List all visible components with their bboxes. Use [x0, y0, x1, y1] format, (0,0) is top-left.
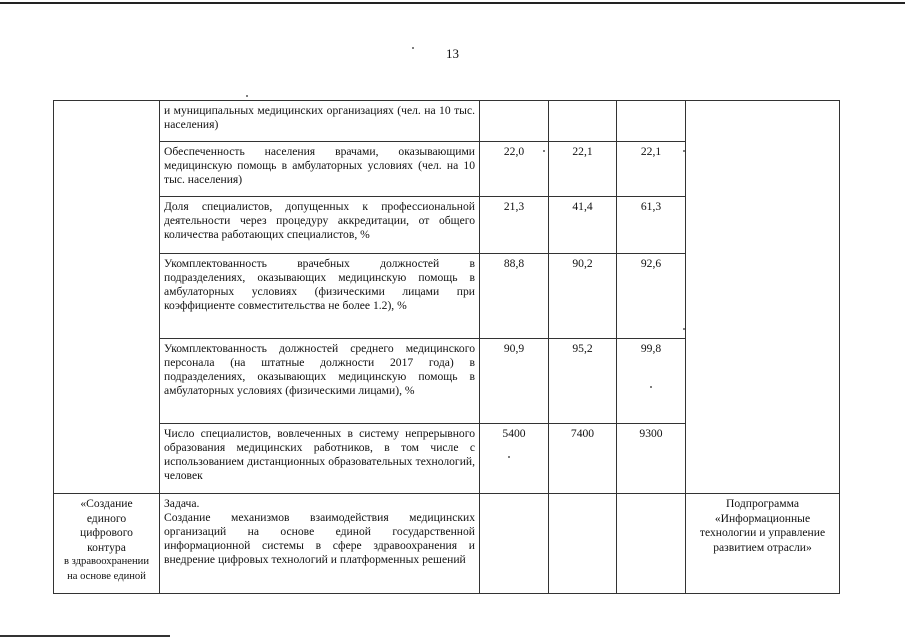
empty-value-cell [549, 494, 617, 594]
indicator-value-2020 [617, 101, 686, 142]
indicator-value-2019 [549, 101, 617, 142]
scan-speck [246, 95, 248, 97]
task-label: Задача. [164, 497, 200, 510]
indicator-value-2020: 99,8 [617, 339, 686, 424]
scan-speck [543, 150, 545, 152]
page-number: 13 [446, 46, 459, 61]
task-cell [160, 494, 480, 594]
indicator-value-2020: 22,1 [617, 142, 686, 197]
indicator-value-2018: 22,0 [480, 142, 549, 197]
indicator-table [53, 100, 840, 594]
project-name-line: цифрового [80, 526, 133, 539]
scan-speck [508, 456, 510, 458]
table-row [54, 101, 840, 142]
indicator-value-2018 [480, 101, 549, 142]
project-name-cell [54, 494, 160, 594]
indicator-description: и муниципальных медицинских организациях (чел. на 10 тыс. населения) [160, 101, 480, 142]
empty-program-cell [686, 101, 840, 494]
scan-speck [412, 47, 414, 49]
indicator-value-2018: 88,8 [480, 254, 549, 339]
scan-speck [683, 328, 685, 330]
indicator-description: Число специалистов, вовлеченных в систему непрерывного образования медицинских работников, в том числе с использованием дистанционных образовательных технологий, человек [160, 424, 480, 494]
indicator-description: Обеспеченность населения врачами, оказывающими медицинскую помощь в амбулаторных условиях (чел. на 10 тыс. населения) [160, 142, 480, 197]
indicator-value-2020: 9300 [617, 424, 686, 494]
project-name-line: единого [86, 511, 127, 525]
indicator-description: Доля специалистов, допущенных к профессиональной деятельности через процедуру аккредитации, от общего количества работающих специалистов, % [160, 197, 480, 254]
indicator-value-2018: 21,3 [480, 197, 549, 254]
scan-speck [683, 150, 685, 152]
indicator-value-2019: 90,2 [549, 254, 617, 339]
indicator-description: Укомплектованность врачебных должностей в подразделениях, оказывающих медицинскую помощь в амбулаторных условиях (физическими лицами при коэффициенте совместительства не более 1.2), % [160, 254, 480, 339]
empty-value-cell [480, 494, 549, 594]
indicator-value-2019: 22,1 [549, 142, 617, 197]
project-name-line: в здравоохранении [64, 556, 149, 567]
project-name-line: «Создание [80, 497, 133, 510]
indicator-value-2019: 41,4 [549, 197, 617, 254]
indicator-value-2019: 95,2 [549, 339, 617, 424]
top-rule [0, 2, 905, 4]
indicator-value-2018: 90,9 [480, 339, 549, 424]
empty-goal-cell [54, 101, 160, 494]
indicator-value-2019: 7400 [549, 424, 617, 494]
indicator-value-2018: 5400 [480, 424, 549, 494]
project-name-line: на основе единой [67, 570, 146, 582]
scan-speck [650, 386, 652, 388]
indicator-description: Укомплектованность должностей среднего медицинского персонала (на штатные должности 2017 года) в подразделениях, оказывающих медицинскую помощь в амбулаторных условиях (физическими лицами), % [160, 339, 480, 424]
subprogram-cell: Подпрограмма «Информационные технологии и управление развитием отрасли» [686, 494, 840, 594]
task-text: Создание механизмов взаимодействия медицинских организаций на основе единой государственной информационной системы в сфере здравоохранения и внедрение цифровых технологий и платформенных решений [164, 511, 475, 566]
indicator-value-2020: 92,6 [617, 254, 686, 339]
bottom-rule [0, 635, 170, 637]
empty-value-cell [617, 494, 686, 594]
indicator-value-2020: 61,3 [617, 197, 686, 254]
table-row [54, 494, 840, 594]
project-name-line: контура [87, 540, 126, 554]
